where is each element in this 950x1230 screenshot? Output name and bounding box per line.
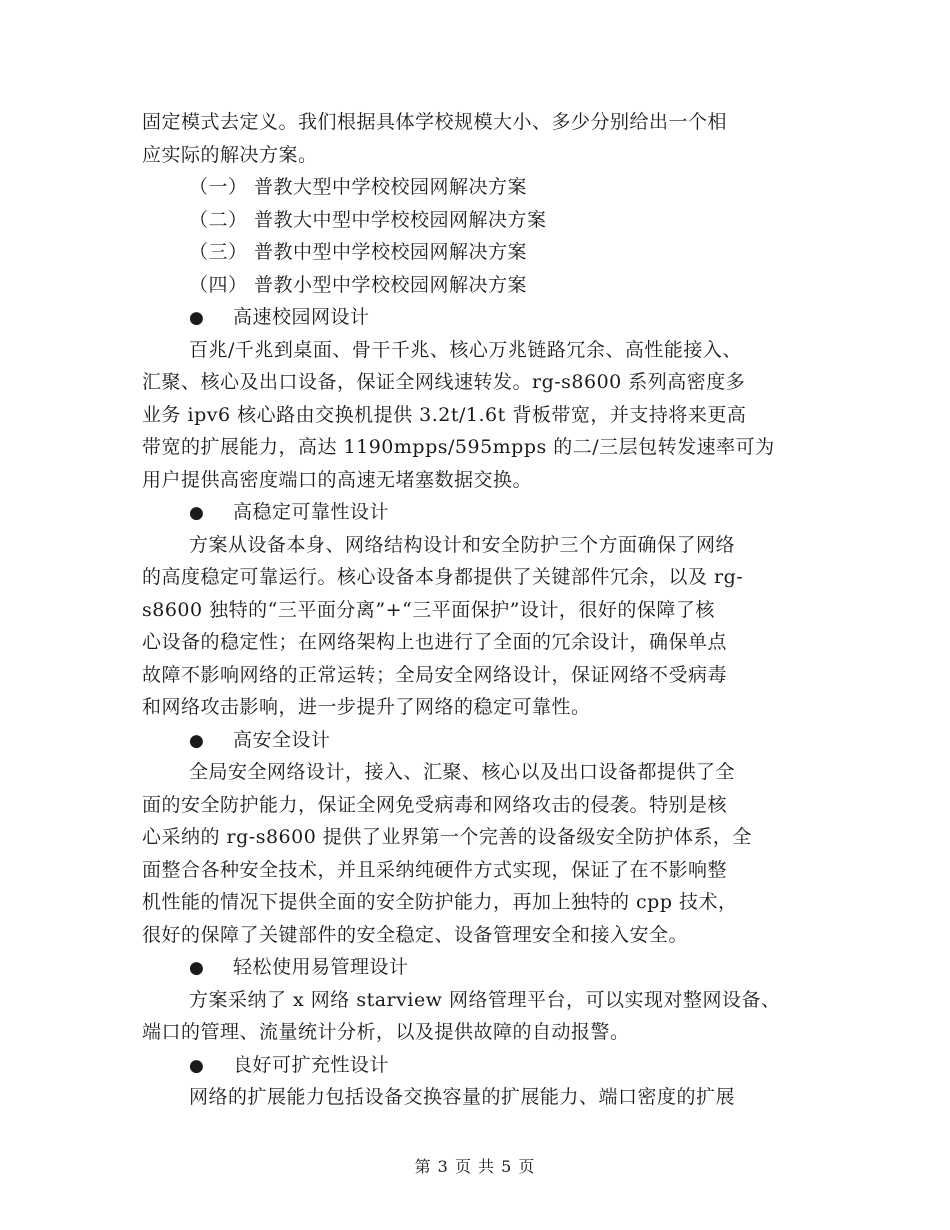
bullet-icon: ● bbox=[189, 1055, 205, 1076]
document-body bbox=[142, 106, 822, 1114]
paragraph-line: 的高度稳定可靠运行。核心设备本身都提供了关键部件冗余，以及 rg- bbox=[142, 566, 744, 588]
paragraph-line: 机性能的情况下提供全面的安全防护能力，再加上独特的 cpp 技术， bbox=[142, 891, 738, 913]
section-heading-text: 轻松使用易管理设计 bbox=[233, 956, 409, 978]
paragraph-line: 心设备的稳定性；在网络架构上也进行了全面的冗余设计，确保单点 bbox=[142, 631, 728, 653]
paragraph-line: 应实际的解决方案。 bbox=[142, 143, 318, 166]
bullet-icon: ● bbox=[189, 308, 205, 328]
paragraph-line: 面整合各种安全技术，并且采纳纯硬件方式实现，保证了在不影响整 bbox=[142, 858, 728, 881]
paragraph-line: 带宽的扩展能力，高达 1190mpps/595mpps 的二/三层包转发速率可为 bbox=[142, 436, 775, 458]
paragraph-line: 端口的管理、流量统计分析，以及提供故障的自动报警。 bbox=[142, 1021, 630, 1043]
bullet-icon: ● bbox=[189, 958, 205, 978]
paragraph-line: 面的安全防护能力，保证全网免受病毒和网络攻击的侵袭。特别是核 bbox=[142, 793, 728, 816]
paragraph-line: 心采纳的 rg-s8600 提供了业界第一个完善的设备级安全防护体系，全 bbox=[142, 826, 752, 848]
paragraph-line: 固定模式去定义。我们根据具体学校规模大小、多少分别给出一个相 bbox=[142, 111, 728, 133]
solution-list-item: （二） 普教大中型中学校校园网解决方案 bbox=[189, 208, 547, 231]
solution-list-item: （四） 普教小型中学校校园网解决方案 bbox=[189, 273, 528, 296]
paragraph-line: 百兆/千兆到桌面、骨干千兆、核心万兆链路冗余、高性能接入、 bbox=[189, 338, 742, 361]
paragraph-line: 网络的扩展能力包括设备交换容量的扩展能力、端口密度的扩展 bbox=[189, 1086, 736, 1108]
solution-list-item: （一） 普教大型中学校校园网解决方案 bbox=[189, 176, 528, 198]
paragraph-line: 方案从设备本身、网络结构设计和安全防护三个方面确保了网络 bbox=[189, 533, 736, 556]
section-heading bbox=[142, 301, 822, 334]
paragraph-line: 全局安全网络设计，接入、汇聚、核心以及出口设备都提供了全 bbox=[189, 761, 736, 783]
section-heading-text: 良好可扩充性设计 bbox=[233, 1053, 390, 1076]
paragraph-line: 汇聚、核心及出口设备，保证全网线速转发。rg-s8600 系列高密度多 bbox=[142, 371, 746, 393]
paragraph-line: 方案采纳了 x 网络 starview 网络管理平台，可以实现对整网设备、 bbox=[189, 988, 781, 1011]
paragraph-line: 用户提供高密度端口的高速无堵塞数据交换。 bbox=[142, 468, 533, 491]
section-heading bbox=[142, 496, 822, 529]
page-footer: 第 3 页 共 5 页 bbox=[414, 1157, 536, 1176]
paragraph-line: s8600 独特的“三平面分离”+“三平面保护”设计，很好的保障了核 bbox=[142, 598, 715, 621]
paragraph-line: 很好的保障了关键部件的安全稳定、设备管理安全和接入安全。 bbox=[142, 923, 689, 946]
bullet-icon: ● bbox=[189, 730, 205, 751]
section-heading-text: 高安全设计 bbox=[233, 728, 331, 751]
paragraph-line: 和网络攻击影响，进一步提升了网络的稳定可靠性。 bbox=[142, 696, 591, 718]
paragraph-line: 业务 ipv6 核心路由交换机提供 3.2t/1.6t 背板带宽，并支持将来更高 bbox=[142, 403, 747, 426]
bullet-icon: ● bbox=[189, 503, 205, 523]
section-heading bbox=[142, 1049, 822, 1082]
solution-list-item: （三） 普教中型中学校校园网解决方案 bbox=[189, 241, 528, 263]
section-heading-text: 高速校园网设计 bbox=[233, 306, 370, 328]
section-heading-text: 高稳定可靠性设计 bbox=[233, 501, 390, 523]
paragraph-line: 故障不影响网络的正常运转；全局安全网络设计，保证网络不受病毒 bbox=[142, 663, 728, 686]
section-heading bbox=[142, 724, 822, 757]
section-heading bbox=[142, 951, 822, 984]
